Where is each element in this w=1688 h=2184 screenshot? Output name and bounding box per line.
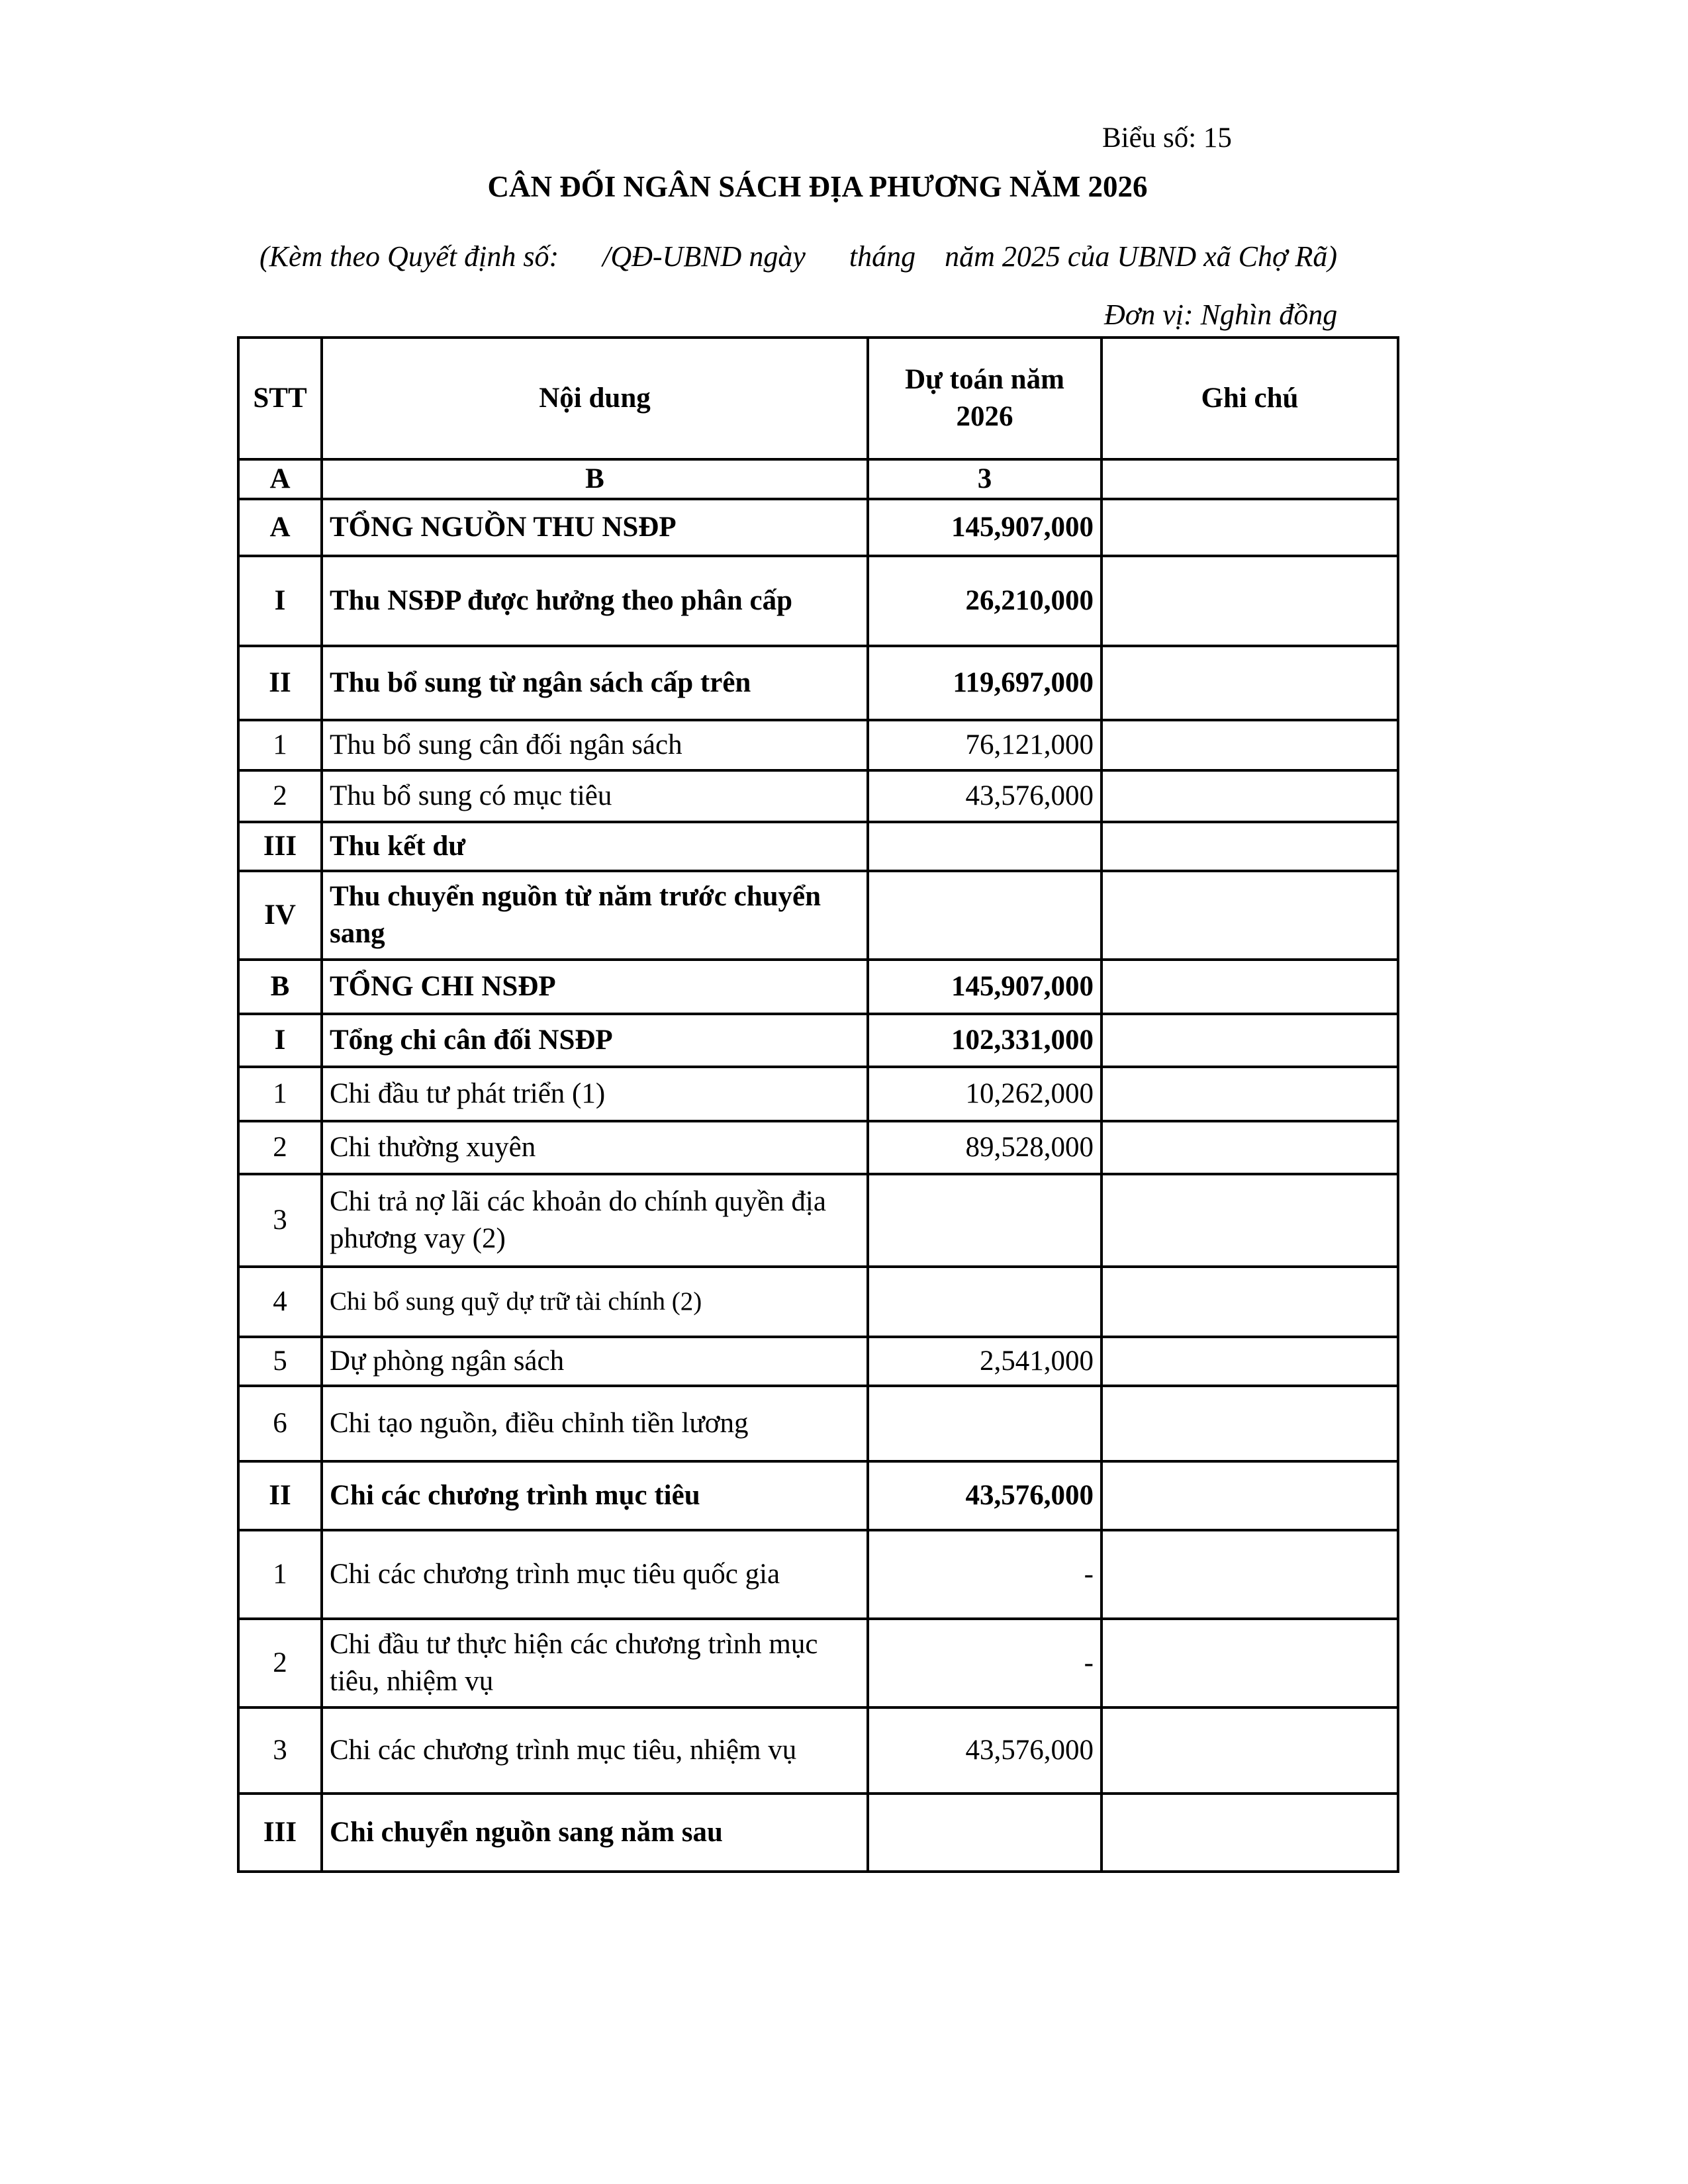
row-content: Thu chuyển nguồn từ năm trước chuyển sang — [322, 871, 868, 960]
unit-label: Đơn vị: Nghìn đồng — [1104, 298, 1338, 331]
row-note — [1102, 646, 1398, 720]
row-stt: 1 — [238, 720, 322, 770]
row-amount: 2,541,000 — [868, 1337, 1102, 1386]
index-amount: 3 — [868, 459, 1102, 499]
index-note — [1102, 459, 1398, 499]
table-row — [238, 1619, 1398, 1707]
row-stt: III — [238, 1794, 322, 1872]
row-note — [1102, 770, 1398, 822]
row-note — [1102, 1530, 1398, 1619]
row-note — [1102, 1014, 1398, 1067]
row-amount: 102,331,000 — [868, 1014, 1102, 1067]
row-content: TỔNG CHI NSĐP — [322, 960, 868, 1014]
column-header-content: Nội dung — [322, 338, 868, 459]
table-row — [238, 1267, 1398, 1337]
row-stt: B — [238, 960, 322, 1014]
table-row — [238, 1337, 1398, 1386]
table-index-row — [238, 459, 1398, 499]
row-stt: II — [238, 646, 322, 720]
row-content: Dự phòng ngân sách — [322, 1337, 868, 1386]
row-note — [1102, 871, 1398, 960]
table-row — [238, 1530, 1398, 1619]
row-content: Thu bổ sung cân đối ngân sách — [322, 720, 868, 770]
row-note — [1102, 1121, 1398, 1174]
row-content: Chi các chương trình mục tiêu, nhiệm vụ — [322, 1707, 868, 1794]
row-amount: 76,121,000 — [868, 720, 1102, 770]
row-content: Thu NSĐP được hưởng theo phân cấp — [322, 556, 868, 646]
table-row — [238, 960, 1398, 1014]
table-header-row — [238, 338, 1398, 459]
index-content: B — [322, 459, 868, 499]
row-stt: 1 — [238, 1067, 322, 1121]
row-amount — [868, 871, 1102, 960]
row-note — [1102, 1461, 1398, 1530]
row-note — [1102, 1267, 1398, 1337]
row-amount: 145,907,000 — [868, 499, 1102, 556]
row-stt: II — [238, 1461, 322, 1530]
table-row — [238, 499, 1398, 556]
row-content: Chi trả nợ lãi các khoản do chính quyền địa phương vay (2) — [322, 1174, 868, 1267]
column-header-stt: STT — [238, 338, 322, 459]
row-stt: IV — [238, 871, 322, 960]
row-note — [1102, 822, 1398, 871]
row-amount: 10,262,000 — [868, 1067, 1102, 1121]
row-stt: 2 — [238, 770, 322, 822]
row-stt: 3 — [238, 1707, 322, 1794]
row-amount — [868, 822, 1102, 871]
table-row — [238, 646, 1398, 720]
table-row — [238, 1121, 1398, 1174]
table-row — [238, 1461, 1398, 1530]
row-note — [1102, 556, 1398, 646]
row-amount — [868, 1267, 1102, 1337]
row-note — [1102, 1794, 1398, 1872]
table-row — [238, 720, 1398, 770]
row-note — [1102, 499, 1398, 556]
row-amount: 89,528,000 — [868, 1121, 1102, 1174]
row-stt: 2 — [238, 1121, 322, 1174]
row-note — [1102, 1337, 1398, 1386]
row-stt: I — [238, 556, 322, 646]
row-note — [1102, 1067, 1398, 1121]
table-row — [238, 822, 1398, 871]
row-note — [1102, 1386, 1398, 1461]
table-row — [238, 1386, 1398, 1461]
row-amount: 145,907,000 — [868, 960, 1102, 1014]
row-amount: 26,210,000 — [868, 556, 1102, 646]
table-row — [238, 871, 1398, 960]
row-stt: III — [238, 822, 322, 871]
table-row — [238, 1014, 1398, 1067]
row-stt: 6 — [238, 1386, 322, 1461]
table-row — [238, 1794, 1398, 1872]
row-content: Tổng chi cân đối NSĐP — [322, 1014, 868, 1067]
table-row — [238, 770, 1398, 822]
index-stt: A — [238, 459, 322, 499]
row-stt: I — [238, 1014, 322, 1067]
row-content: TỔNG NGUỒN THU NSĐP — [322, 499, 868, 556]
row-amount: - — [868, 1530, 1102, 1619]
form-number: Biểu số: 15 — [1102, 122, 1232, 154]
row-amount — [868, 1174, 1102, 1267]
row-content: Thu bổ sung có mục tiêu — [322, 770, 868, 822]
row-stt: 2 — [238, 1619, 322, 1707]
column-header-amount: Dự toán năm 2026 — [868, 338, 1102, 459]
row-amount: 43,576,000 — [868, 770, 1102, 822]
row-content: Chi các chương trình mục tiêu quốc gia — [322, 1530, 868, 1619]
row-amount — [868, 1794, 1102, 1872]
row-amount: 43,576,000 — [868, 1707, 1102, 1794]
page-title: CÂN ĐỐI NGÂN SÁCH ĐỊA PHƯƠNG NĂM 2026 — [487, 170, 1148, 203]
row-amount: - — [868, 1619, 1102, 1707]
row-content: Chi đầu tư thực hiện các chương trình mục tiêu, nhiệm vụ — [322, 1619, 868, 1707]
row-stt: 1 — [238, 1530, 322, 1619]
row-stt: 5 — [238, 1337, 322, 1386]
row-amount: 119,697,000 — [868, 646, 1102, 720]
row-amount — [868, 1386, 1102, 1461]
column-header-note: Ghi chú — [1102, 338, 1398, 459]
row-content: Chi tạo nguồn, điều chỉnh tiền lương — [322, 1386, 868, 1461]
row-content: Chi thường xuyên — [322, 1121, 868, 1174]
row-note — [1102, 960, 1398, 1014]
row-note — [1102, 1707, 1398, 1794]
table-row — [238, 1067, 1398, 1121]
row-stt: A — [238, 499, 322, 556]
budget-table — [237, 336, 1399, 1873]
decision-reference: (Kèm theo Quyết định số: /QĐ-UBND ngày tháng năm 2025 của UBND xã Chợ Rã) — [259, 240, 1338, 273]
row-content: Chi đầu tư phát triển (1) — [322, 1067, 868, 1121]
row-note — [1102, 720, 1398, 770]
row-content: Chi chuyển nguồn sang năm sau — [322, 1794, 868, 1872]
row-content: Thu kết dư — [322, 822, 868, 871]
row-note — [1102, 1174, 1398, 1267]
table-row — [238, 1174, 1398, 1267]
table-row — [238, 1707, 1398, 1794]
row-content: Chi các chương trình mục tiêu — [322, 1461, 868, 1530]
row-content: Thu bổ sung từ ngân sách cấp trên — [322, 646, 868, 720]
table-row — [238, 556, 1398, 646]
row-amount: 43,576,000 — [868, 1461, 1102, 1530]
row-stt: 3 — [238, 1174, 322, 1267]
row-stt: 4 — [238, 1267, 322, 1337]
row-note — [1102, 1619, 1398, 1707]
row-content: Chi bổ sung quỹ dự trữ tài chính (2) — [322, 1267, 868, 1337]
